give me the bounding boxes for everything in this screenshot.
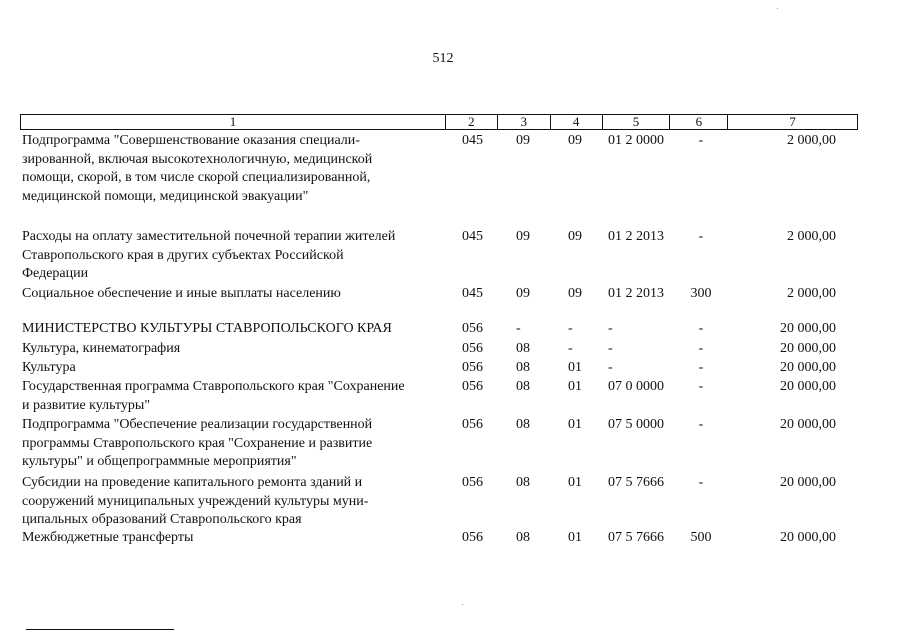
header-col-6: 6 <box>670 115 728 129</box>
header-col-3: 3 <box>498 115 551 129</box>
row-cell-c4: 01 <box>568 379 582 394</box>
scan-speck <box>462 604 463 605</box>
row-cell-c2: 056 <box>462 341 483 356</box>
row-cell-c3: 08 <box>516 379 530 394</box>
row-cell-c3: 08 <box>516 530 530 545</box>
row-cell-c6: - <box>698 133 704 148</box>
row-cell-c4: 09 <box>568 229 582 244</box>
row-cell-c3: 08 <box>516 360 530 375</box>
row-cell-c6: 500 <box>690 530 712 545</box>
row-cell-c6: - <box>698 379 704 394</box>
row-cell-c5: - <box>608 360 613 375</box>
row-cell-c2: 045 <box>462 229 483 244</box>
row-cell-c7: 20 000,00 <box>780 341 836 356</box>
row-cell-c2: 056 <box>462 530 483 545</box>
scan-speck <box>777 8 778 9</box>
row-cell-c3: 08 <box>516 417 530 432</box>
row-cell-c6: - <box>698 341 704 356</box>
row-description: МИНИСТЕРСТВО КУЛЬТУРЫ СТАВРОПОЛЬСКОГО КРАЯ <box>22 321 392 336</box>
row-cell-c3: 08 <box>516 475 530 490</box>
row-cell-c2: 056 <box>462 417 483 432</box>
row-cell-c7: 20 000,00 <box>780 379 836 394</box>
row-cell-c2: 056 <box>462 321 483 336</box>
row-cell-c7: 20 000,00 <box>780 475 836 490</box>
page-number: 512 <box>432 51 454 66</box>
row-cell-c5: 07 0 0000 <box>608 379 664 394</box>
row-cell-c7: 2 000,00 <box>787 133 836 148</box>
row-description: Субсидии на проведение капитального ремонта зданий и сооружений муниципальных учреждений культуры муни- ципальных образований Ставропольского края <box>22 475 369 528</box>
row-cell-c7: 20 000,00 <box>780 530 836 545</box>
row-description: Расходы на оплату заместительной почечной терапии жителей Ставропольского края в других субъектах Российской Федерации <box>22 229 396 282</box>
row-cell-c2: 056 <box>462 475 483 490</box>
row-cell-c4: 01 <box>568 360 582 375</box>
row-cell-c2: 056 <box>462 360 483 375</box>
row-cell-c6: 300 <box>690 286 712 301</box>
row-cell-c3: 08 <box>516 341 530 356</box>
row-cell-c6: - <box>698 475 704 490</box>
row-cell-c2: 045 <box>462 133 483 148</box>
row-cell-c4: 01 <box>568 417 582 432</box>
row-cell-c4: - <box>568 321 573 336</box>
row-description: Социальное обеспечение и иные выплаты населению <box>22 286 341 301</box>
table-header <box>20 114 858 130</box>
row-cell-c4: 01 <box>568 530 582 545</box>
row-cell-c5: - <box>608 341 613 356</box>
row-description: Подпрограмма "Совершенствование оказания специали- зированной, включая высокотехнологичную, медицинской помощи, скорой, в том числе скорой специализированной, медицинской помощи, медицинской эвакуации" <box>22 133 373 205</box>
row-cell-c2: 045 <box>462 286 483 301</box>
row-cell-c5: 07 5 7666 <box>608 530 664 545</box>
row-cell-c3: - <box>516 321 521 336</box>
row-cell-c7: 20 000,00 <box>780 417 836 432</box>
row-cell-c2: 056 <box>462 379 483 394</box>
row-description: Подпрограмма "Обеспечение реализации государственной программы Ставропольского края "Сохранение и развитие культуры" и общепрограммные мероприятия" <box>22 417 373 470</box>
row-cell-c4: 01 <box>568 475 582 490</box>
row-cell-c7: 20 000,00 <box>780 321 836 336</box>
row-cell-c4: - <box>568 341 573 356</box>
row-cell-c3: 09 <box>516 229 530 244</box>
row-description: Межбюджетные трансферты <box>22 530 194 545</box>
header-col-2: 2 <box>446 115 498 129</box>
header-col-1: 1 <box>21 115 446 129</box>
row-cell-c3: 09 <box>516 133 530 148</box>
row-description: Государственная программа Ставропольского края "Сохранение и развитие культуры" <box>22 379 405 413</box>
row-cell-c3: 09 <box>516 286 530 301</box>
row-cell-c6: - <box>698 360 704 375</box>
row-cell-c5: 07 5 0000 <box>608 417 664 432</box>
row-cell-c4: 09 <box>568 286 582 301</box>
row-cell-c6: - <box>698 417 704 432</box>
row-cell-c5: 01 2 0000 <box>608 133 664 148</box>
row-cell-c7: 20 000,00 <box>780 360 836 375</box>
row-cell-c5: 01 2 2013 <box>608 286 664 301</box>
header-col-7: 7 <box>789 114 796 129</box>
header-col-4: 4 <box>551 115 603 129</box>
row-cell-c4: 09 <box>568 133 582 148</box>
row-description: Культура, кинематография <box>22 341 181 356</box>
row-cell-c5: 01 2 2013 <box>608 229 664 244</box>
row-cell-c5: 07 5 7666 <box>608 475 664 490</box>
header-col-5: 5 <box>603 115 671 129</box>
row-cell-c7: 2 000,00 <box>787 286 836 301</box>
row-cell-c5: - <box>608 321 613 336</box>
row-cell-c6: - <box>698 321 704 336</box>
row-cell-c7: 2 000,00 <box>787 229 836 244</box>
row-cell-c6: - <box>698 229 704 244</box>
footnote-divider <box>26 629 174 630</box>
row-description: Культура <box>22 360 76 375</box>
